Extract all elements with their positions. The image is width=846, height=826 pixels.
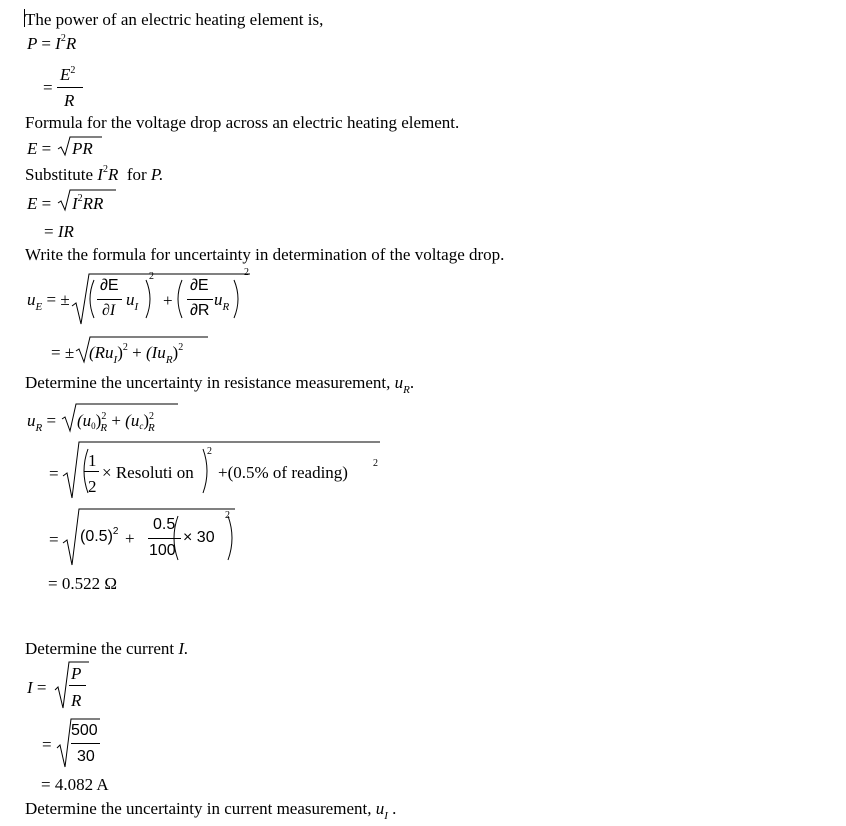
fraction-bar-2 (97, 299, 122, 300)
frac-num-05: 0.5 (153, 516, 176, 533)
partial-e-2: ∂E (190, 277, 209, 294)
text-substitute: Substitute $I^2R$ for P. (25, 164, 164, 184)
frac-num-500: 500 (71, 722, 98, 739)
eq-e-label: E = (27, 139, 52, 158)
eq-ue-label: $u_E$ = ± (27, 290, 70, 313)
fraction-bar-4 (84, 471, 99, 472)
exp-2-c: 2 (207, 446, 212, 457)
text-uncertainty-current: Determine the uncertainty in current measurement, $u_I$ . (25, 799, 397, 822)
frac-num-p: P (71, 664, 82, 683)
exp-2-a: 2 (149, 271, 154, 282)
result-resistance: = 0.522 Ω (48, 574, 117, 593)
eq-i-label: I = (27, 678, 47, 697)
eq-pm-2: = ± (51, 343, 75, 362)
intro-text-power: The power of an electric heating element is, (25, 10, 324, 29)
plus-sign-2: + (125, 529, 135, 548)
sqrt-content-i2rr: $I^2RR$ (72, 193, 104, 213)
eq-e-label-2: E = (27, 194, 52, 213)
exp-2-d: 2 (373, 458, 378, 469)
u-r: $u_R$ (214, 290, 230, 313)
exp-2-b: 2 (244, 267, 249, 278)
u-i: $u_I$ (126, 290, 139, 313)
frac-den-r-2: R (71, 691, 82, 710)
frac-den-2: 2 (88, 477, 97, 496)
fraction-bar (57, 87, 83, 88)
sqrt-content-u0-uc: $(u0)^2_R + (uc)^2_R$ (77, 411, 155, 434)
plus-sign: + (163, 291, 173, 310)
times-30: × 30 (183, 529, 215, 546)
frac-den-100: 100 (149, 542, 176, 559)
frac-num-e2: $E^2$ (60, 65, 76, 84)
partial-e-1: ∂E (100, 277, 119, 294)
text-determine-current: Determine the current I. (25, 639, 189, 658)
fraction-bar-3 (187, 299, 213, 300)
eq-sign: = (43, 78, 53, 97)
frac-num-1: 1 (88, 451, 97, 470)
eq-sign-res: = (49, 464, 59, 483)
frac-den-r: R (64, 91, 75, 110)
sqrt-content-pr: PR (72, 139, 93, 158)
partial-r: ∂R (190, 302, 210, 319)
eq-power-i2r: $P = I^2R$ (27, 33, 77, 53)
times-resolution: × Resoluti on (102, 463, 194, 482)
text-uncertainty-formula: Write the formula for uncertainty in determination of the voltage drop. (25, 245, 505, 264)
exp-2-e: 2 (225, 510, 230, 521)
text-uncertainty-resistance: Determine the uncertainty in resistance measurement, $u_R$. (25, 373, 415, 396)
text-voltage-formula: Formula for the voltage drop across an electric heating element. (25, 113, 460, 132)
eq-ur-label: $u_R$ = (27, 411, 57, 434)
fraction-bar-6 (69, 685, 86, 686)
fraction-bar-5 (148, 538, 181, 539)
percent-reading: +(0.5% of reading) (218, 463, 348, 482)
result-current: = 4.082 A (41, 775, 109, 794)
eq-sign-current: = (42, 735, 52, 754)
eq-sign-num: = (49, 530, 59, 549)
fraction-bar-7 (71, 743, 100, 744)
sqrt-content-ru-iu: $(Ru_I)^2 + (Iu_R)^2$ (89, 342, 184, 366)
partial-i: ∂I (102, 302, 116, 319)
half-squared: $(0.5)^2$ (80, 526, 119, 545)
eq-ir: = IR (44, 222, 74, 241)
frac-den-30: 30 (77, 748, 95, 765)
